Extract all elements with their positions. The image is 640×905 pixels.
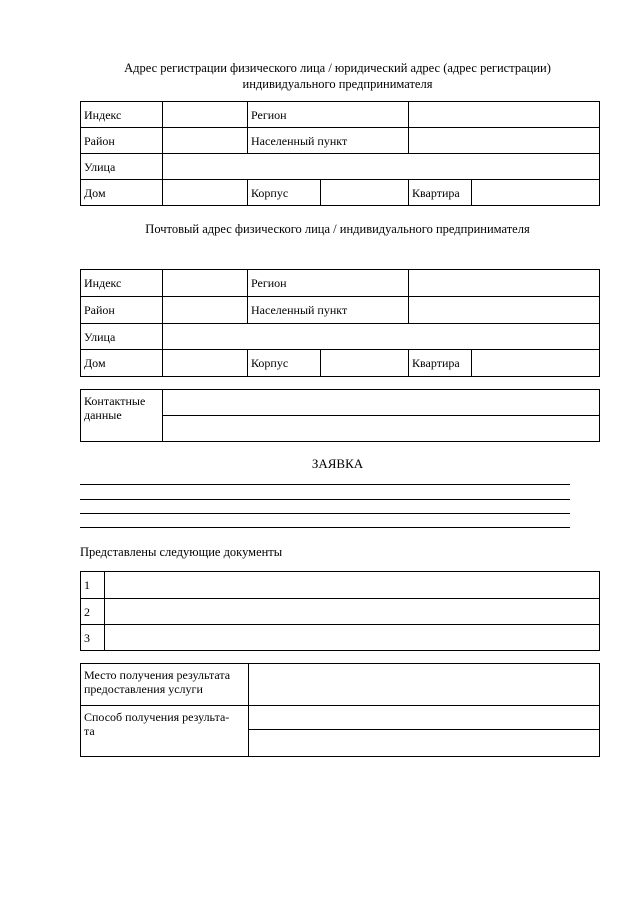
postal-apartment-field[interactable] [472,350,600,377]
application-line-3[interactable] [80,513,570,514]
reg-house-field[interactable] [163,180,248,206]
postal-address-heading: Почтовый адрес физического лица / индивидуального предпринимателя [145,222,530,236]
application-line-2[interactable] [80,499,570,500]
documents-table [80,571,600,651]
result-method-label: Способ получения результа- та [81,706,249,757]
reg-apartment-label: Квартира [409,180,472,206]
reg-district-label: Район [81,128,163,154]
postal-index-field[interactable] [163,270,248,297]
reg-index-field[interactable] [163,102,248,128]
reg-building-label: Корпус [248,180,321,206]
postal-region-label: Регион [248,270,409,297]
contacts-table [80,389,600,442]
reg-street-field[interactable] [163,154,600,180]
postal-house-label: Дом [81,350,163,377]
document-field-3[interactable] [105,625,600,651]
reg-region-label: Регион [248,102,409,128]
document-field-2[interactable] [105,599,600,625]
result-method-field-1[interactable] [249,706,600,730]
result-table [80,663,600,757]
postal-address-table [80,269,600,377]
reg-district-field[interactable] [163,128,248,154]
document-number-3: 3 [81,625,105,651]
contacts-label: Контактные данные [81,390,163,442]
document-number-2: 2 [81,599,105,625]
result-place-field[interactable] [249,664,600,706]
reg-apartment-field[interactable] [472,180,600,206]
reg-region-field[interactable] [409,102,600,128]
reg-building-field[interactable] [321,180,409,206]
postal-district-label: Район [81,297,163,324]
document-number-1: 1 [81,572,105,599]
postal-region-field[interactable] [409,270,600,297]
contacts-field-1[interactable] [163,390,600,416]
postal-building-field[interactable] [321,350,409,377]
documents-heading: Представлены следующие документы [80,545,283,559]
reg-address-table [80,101,600,206]
contacts-field-2[interactable] [163,416,600,442]
postal-house-field[interactable] [163,350,248,377]
reg-index-label: Индекс [81,102,163,128]
postal-apartment-label: Квартира [409,350,472,377]
postal-street-field[interactable] [163,324,600,350]
postal-settlement-field[interactable] [409,297,600,324]
reg-address-heading: Адрес регистрации физического лица / юридический адрес (адрес регистрации) индивидуального предпринимателя [124,61,551,91]
result-method-field-2[interactable] [249,730,600,757]
reg-settlement-field[interactable] [409,128,600,154]
result-place-label: Место получения результата предоставления услуги [81,664,249,706]
application-title: ЗАЯВКА [311,456,364,471]
application-line-1[interactable] [80,484,570,485]
application-line-4[interactable] [80,527,570,528]
reg-house-label: Дом [81,180,163,206]
reg-settlement-label: Населенный пункт [248,128,409,154]
postal-district-field[interactable] [163,297,248,324]
postal-index-label: Индекс [81,270,163,297]
postal-settlement-label: Населенный пункт [248,297,409,324]
reg-street-label: Улица [81,154,163,180]
document-field-1[interactable] [105,572,600,599]
postal-building-label: Корпус [248,350,321,377]
postal-street-label: Улица [81,324,163,350]
